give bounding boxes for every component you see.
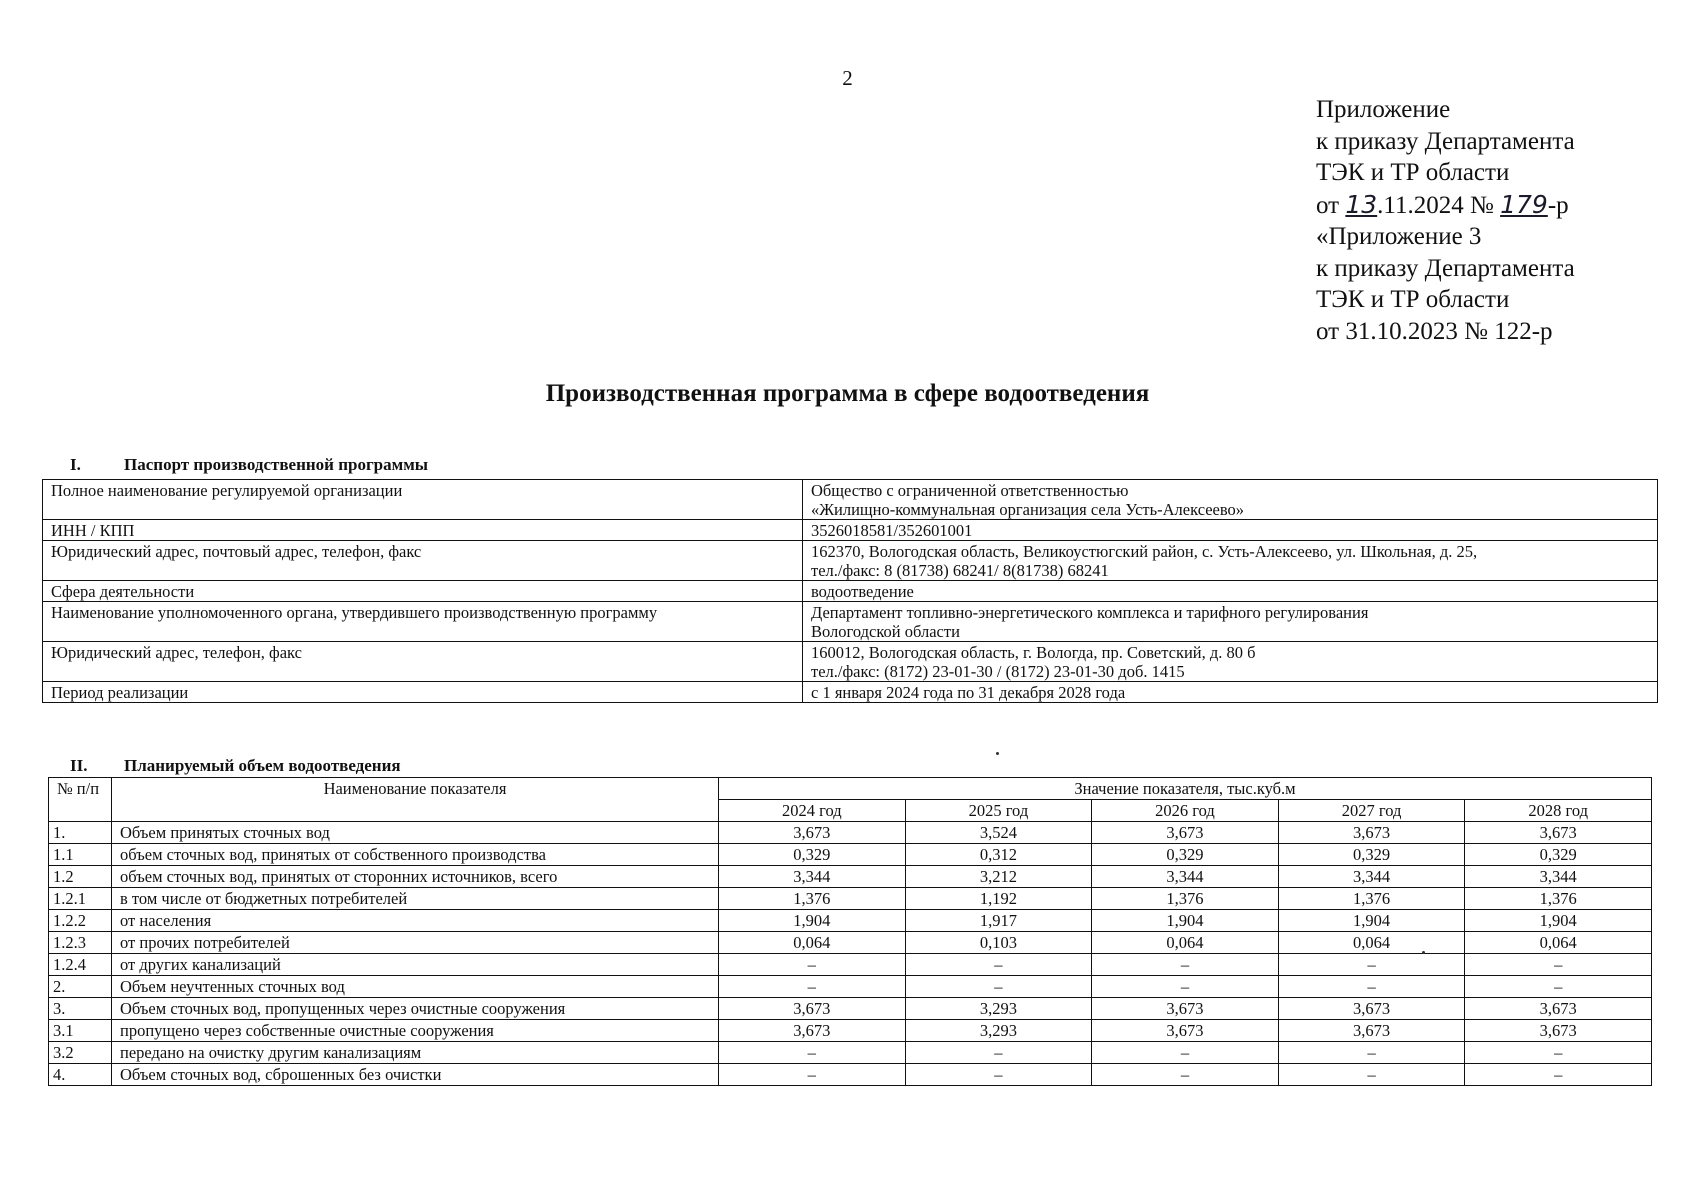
indicator-name: Объем сточных вод, сброшенных без очистки bbox=[112, 1064, 719, 1086]
volume-row bbox=[49, 1064, 1652, 1086]
passport-value-line: с 1 января 2024 года по 31 декабря 2028 года bbox=[811, 683, 1126, 702]
appendix-line: ТЭК и ТР области bbox=[1316, 286, 1510, 313]
indicator-value: 1,376 bbox=[719, 888, 906, 910]
indicator-value: 0,064 bbox=[719, 932, 906, 954]
appendix-line: «Приложение 3 bbox=[1316, 223, 1482, 250]
indicator-value: 3,673 bbox=[1278, 1020, 1465, 1042]
indicator-value: – bbox=[1278, 976, 1465, 998]
indicator-value: – bbox=[1278, 1064, 1465, 1086]
passport-row bbox=[43, 480, 1658, 520]
indicator-name: пропущено через собственные очистные сооружения bbox=[112, 1020, 719, 1042]
handwritten-day: 13 bbox=[1345, 189, 1378, 219]
volume-row bbox=[49, 1020, 1652, 1042]
row-number: 4. bbox=[49, 1064, 112, 1086]
section-heading-volume bbox=[70, 756, 401, 776]
appendix-line: Приложение bbox=[1316, 96, 1451, 123]
row-number: 1.2.3 bbox=[49, 932, 112, 954]
passport-value-line: Общество с ограниченной ответственностью bbox=[811, 481, 1129, 500]
volume-row bbox=[49, 888, 1652, 910]
passport-label: Юридический адрес, почтовый адрес, телефон, факс bbox=[43, 541, 803, 581]
indicator-value: 1,376 bbox=[1465, 888, 1652, 910]
passport-value-line: водоотведение bbox=[811, 582, 914, 601]
row-number: 1.2.2 bbox=[49, 910, 112, 932]
appendix-line: от 31.10.2023 № 122-р bbox=[1316, 317, 1553, 345]
indicator-value: 3,344 bbox=[1278, 866, 1465, 888]
row-number: 1.1 bbox=[49, 844, 112, 866]
order-line bbox=[1316, 189, 1575, 222]
passport-value-line: 3526018581/352601001 bbox=[811, 521, 973, 540]
indicator-value: 1,192 bbox=[905, 888, 1092, 910]
passport-value bbox=[803, 642, 1658, 682]
year-header: 2024 год bbox=[719, 800, 906, 822]
scan-speck bbox=[996, 752, 999, 755]
indicator-value: 1,376 bbox=[1092, 888, 1279, 910]
indicator-value: 3,673 bbox=[1465, 822, 1652, 844]
row-number: 3.2 bbox=[49, 1042, 112, 1064]
indicator-value: 0,329 bbox=[719, 844, 906, 866]
passport-label: Юридический адрес, телефон, факс bbox=[43, 642, 803, 682]
year-header: 2027 год bbox=[1278, 800, 1465, 822]
indicator-value: – bbox=[1092, 1042, 1279, 1064]
appendix-line: к приказу Департамента bbox=[1316, 254, 1575, 282]
order-suffix: -р bbox=[1547, 191, 1569, 219]
passport-label: Полное наименование регулируемой организации bbox=[43, 480, 803, 520]
indicator-value: 3,524 bbox=[905, 822, 1092, 844]
indicator-name: Объем сточных вод, пропущенных через очистные сооружения bbox=[112, 998, 719, 1020]
indicator-value: – bbox=[1092, 976, 1279, 998]
indicator-name: объем сточных вод, принятых от сторонних источников, всего bbox=[112, 866, 719, 888]
section-title: Планируемый объем водоотведения bbox=[124, 756, 401, 775]
volume-row bbox=[49, 866, 1652, 888]
indicator-value: – bbox=[719, 1042, 906, 1064]
indicator-value: – bbox=[905, 1064, 1092, 1086]
indicator-value: – bbox=[905, 976, 1092, 998]
passport-value bbox=[803, 520, 1658, 541]
indicator-name: от других канализаций bbox=[112, 954, 719, 976]
volume-row bbox=[49, 844, 1652, 866]
passport-value bbox=[803, 602, 1658, 642]
section-heading-passport bbox=[70, 455, 428, 475]
volume-row bbox=[49, 822, 1652, 844]
volume-row bbox=[49, 1042, 1652, 1064]
indicator-value: 1,376 bbox=[1278, 888, 1465, 910]
indicator-name: от населения bbox=[112, 910, 719, 932]
passport-value-line: 162370, Вологодская область, Великоустюгский район, с. Усть-Алексеево, ул. Школьная, д. 25, bbox=[811, 542, 1478, 561]
indicator-value: 3,673 bbox=[719, 822, 906, 844]
indicator-name: от прочих потребителей bbox=[112, 932, 719, 954]
passport-value-line: 160012, Вологодская область, г. Вологда, пр. Советский, д. 80 б bbox=[811, 643, 1256, 662]
indicator-value: 3,673 bbox=[719, 1020, 906, 1042]
handwritten-number: 179 bbox=[1500, 189, 1548, 219]
header-value: Значение показателя, тыс.куб.м bbox=[719, 778, 1652, 800]
row-number: 1.2.4 bbox=[49, 954, 112, 976]
indicator-value: 1,917 bbox=[905, 910, 1092, 932]
indicator-value: 1,904 bbox=[719, 910, 906, 932]
row-number: 1. bbox=[49, 822, 112, 844]
passport-label: Сфера деятельности bbox=[43, 581, 803, 602]
indicator-value: 3,673 bbox=[1278, 822, 1465, 844]
indicator-value: – bbox=[1092, 954, 1279, 976]
volume-row bbox=[49, 954, 1652, 976]
indicator-value: 3,212 bbox=[905, 866, 1092, 888]
passport-row bbox=[43, 642, 1658, 682]
indicator-value: 0,064 bbox=[1278, 932, 1465, 954]
indicator-value: 0,329 bbox=[1092, 844, 1279, 866]
indicator-value: 1,904 bbox=[1092, 910, 1279, 932]
indicator-value: 0,064 bbox=[1465, 932, 1652, 954]
passport-row bbox=[43, 581, 1658, 602]
volume-row bbox=[49, 910, 1652, 932]
indicator-value: 3,344 bbox=[1465, 866, 1652, 888]
volume-row bbox=[49, 976, 1652, 998]
appendix-line: к приказу Департамента bbox=[1316, 127, 1575, 155]
header-name: Наименование показателя bbox=[112, 778, 719, 822]
indicator-value: 0,064 bbox=[1092, 932, 1279, 954]
passport-value bbox=[803, 682, 1658, 703]
indicator-value: 3,673 bbox=[1092, 822, 1279, 844]
passport-value-line: Департамент топливно-энергетического комплекса и тарифного регулирования bbox=[811, 603, 1369, 622]
indicator-name: передано на очистку другим канализациям bbox=[112, 1042, 719, 1064]
appendix-block bbox=[1316, 94, 1575, 347]
indicator-name: в том числе от бюджетных потребителей bbox=[112, 888, 719, 910]
indicator-value: 3,673 bbox=[1092, 998, 1279, 1020]
appendix-line: ТЭК и ТР области bbox=[1316, 159, 1510, 186]
row-number: 3.1 bbox=[49, 1020, 112, 1042]
indicator-value: – bbox=[1092, 1064, 1279, 1086]
indicator-value: 3,293 bbox=[905, 1020, 1092, 1042]
indicator-value: – bbox=[1465, 954, 1652, 976]
volume-table bbox=[48, 777, 1652, 1086]
indicator-value: – bbox=[719, 954, 906, 976]
page-number: 2 bbox=[842, 66, 853, 90]
indicator-name: Объем принятых сточных вод bbox=[112, 822, 719, 844]
indicator-value: 3,673 bbox=[719, 998, 906, 1020]
indicator-value: – bbox=[905, 954, 1092, 976]
volume-row bbox=[49, 998, 1652, 1020]
indicator-name: Объем неучтенных сточных вод bbox=[112, 976, 719, 998]
indicator-value: 3,344 bbox=[1092, 866, 1279, 888]
order-prefix: от bbox=[1316, 191, 1346, 219]
indicator-value: – bbox=[905, 1042, 1092, 1064]
passport-value-line: Вологодской области bbox=[811, 622, 960, 641]
indicator-value: – bbox=[719, 976, 906, 998]
passport-row bbox=[43, 682, 1658, 703]
indicator-value: 0,103 bbox=[905, 932, 1092, 954]
indicator-value: 1,904 bbox=[1465, 910, 1652, 932]
passport-row bbox=[43, 520, 1658, 541]
indicator-value: 3,344 bbox=[719, 866, 906, 888]
indicator-value: – bbox=[1278, 1042, 1465, 1064]
passport-label: ИНН / КПП bbox=[43, 520, 803, 541]
indicator-value: 1,904 bbox=[1278, 910, 1465, 932]
passport-value-line: тел./факс: 8 (81738) 68241/ 8(81738) 68241 bbox=[811, 561, 1109, 580]
row-number: 1.2 bbox=[49, 866, 112, 888]
passport-value bbox=[803, 581, 1658, 602]
indicator-name: объем сточных вод, принятых от собственного производства bbox=[112, 844, 719, 866]
indicator-value: 3,673 bbox=[1092, 1020, 1279, 1042]
passport-value-line: тел./факс: (8172) 23-01-30 / (8172) 23-01-30 доб. 1415 bbox=[811, 662, 1185, 681]
volume-row bbox=[49, 932, 1652, 954]
passport-row bbox=[43, 541, 1658, 581]
indicator-value: 3,673 bbox=[1278, 998, 1465, 1020]
indicator-value: 3,673 bbox=[1465, 998, 1652, 1020]
indicator-value: – bbox=[1465, 1042, 1652, 1064]
indicator-value: – bbox=[1465, 1064, 1652, 1086]
passport-label: Наименование уполномоченного органа, утвердившего производственную программу bbox=[43, 602, 803, 642]
year-header: 2028 год bbox=[1465, 800, 1652, 822]
passport-table bbox=[42, 479, 1658, 703]
indicator-value: 0,329 bbox=[1278, 844, 1465, 866]
indicator-value: 3,673 bbox=[1465, 1020, 1652, 1042]
passport-value bbox=[803, 480, 1658, 520]
indicator-value: 0,312 bbox=[905, 844, 1092, 866]
section-number: II. bbox=[70, 756, 88, 775]
row-number: 2. bbox=[49, 976, 112, 998]
indicator-value: – bbox=[719, 1064, 906, 1086]
year-header: 2026 год bbox=[1092, 800, 1279, 822]
header-num: № п/п bbox=[49, 778, 112, 822]
passport-row bbox=[43, 602, 1658, 642]
row-number: 1.2.1 bbox=[49, 888, 112, 910]
passport-label: Период реализации bbox=[43, 682, 803, 703]
year-header: 2025 год bbox=[905, 800, 1092, 822]
passport-value bbox=[803, 541, 1658, 581]
scan-speck bbox=[1422, 951, 1425, 954]
order-mid: .11.2024 № bbox=[1377, 191, 1501, 219]
document-title: Производственная программа в сфере водоотведения bbox=[545, 380, 1150, 407]
indicator-value: – bbox=[1278, 954, 1465, 976]
indicator-value: 3,293 bbox=[905, 998, 1092, 1020]
section-number: I. bbox=[70, 455, 81, 474]
row-number: 3. bbox=[49, 998, 112, 1020]
indicator-value: 0,329 bbox=[1465, 844, 1652, 866]
section-title: Паспорт производственной программы bbox=[124, 455, 429, 474]
passport-value-line: «Жилищно-коммунальная организация села Усть-Алексеево» bbox=[811, 500, 1245, 519]
indicator-value: – bbox=[1465, 976, 1652, 998]
